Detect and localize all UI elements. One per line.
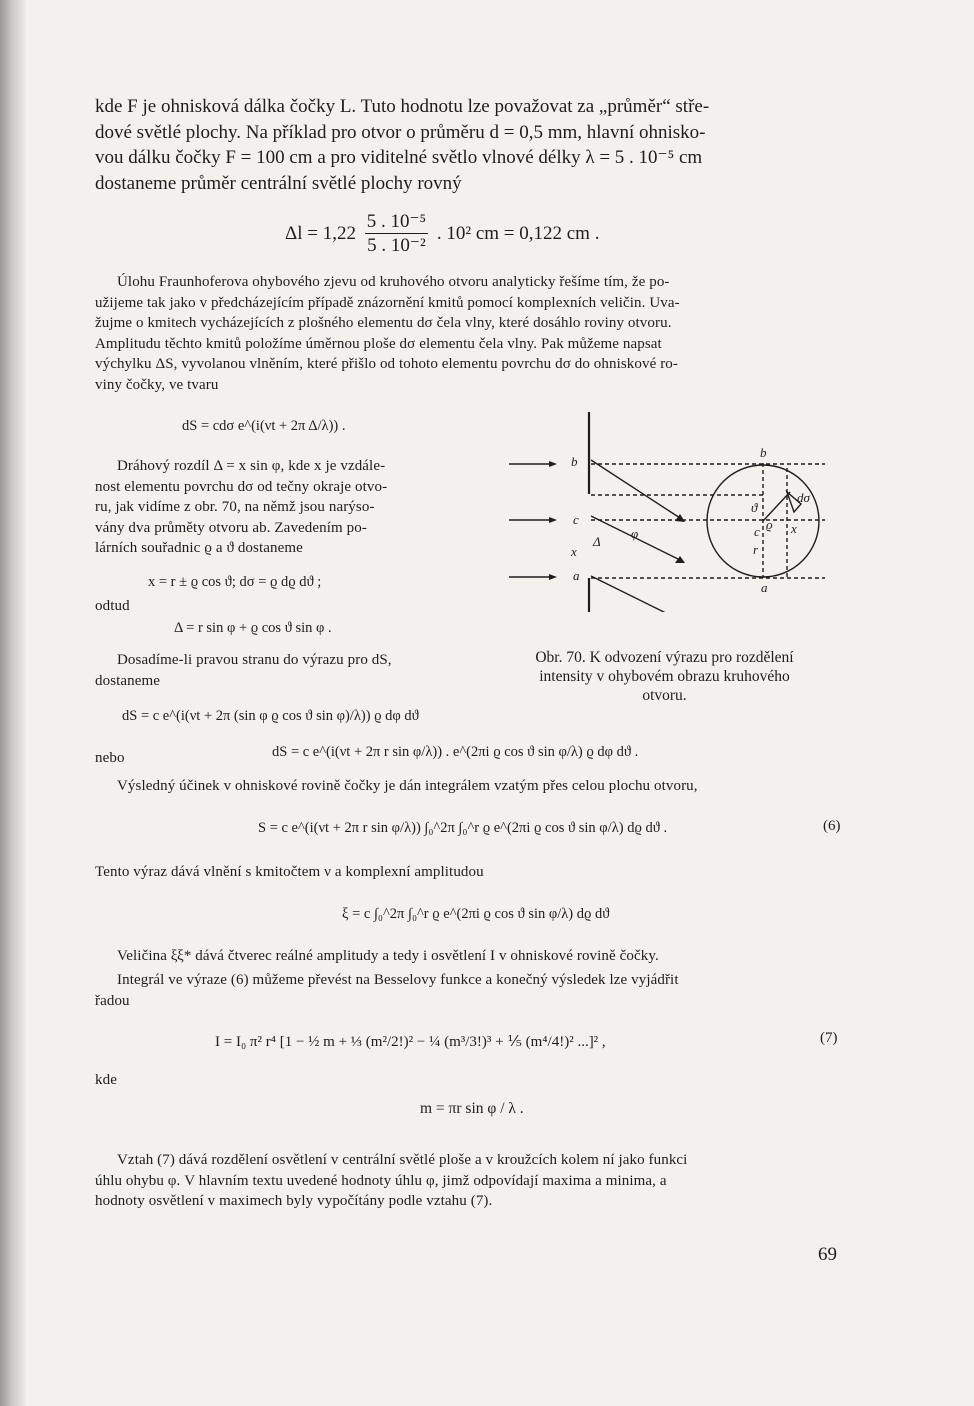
fig-label-b-right: b [760,445,767,460]
word-nebo: nebo [95,750,125,766]
fig-label-dsigma: dσ [797,490,810,505]
eq-delta-l-lhs: Δl = 1,22 [285,223,356,244]
paragraph-intensity: Veličina ξξ* dává čtverec reálné amplitudy a tedy i osvětlení I v ohniskové rovině čočky. [117,948,659,964]
para7-line-2: řadou [95,992,130,1009]
word-kde: kde [95,1072,117,1088]
para3-line-1: Dosadíme-li pravou stranu do výrazu pro dS, [117,652,392,668]
intro-line-2: dové světlé plochy. Na příklad pro otvor o průměru d = 0,5 mm, hlavní ohnisko- [95,121,706,143]
equation-delta-l [285,210,599,257]
paragraph-bessel [95,970,843,1011]
fig-label-c-left: c [573,512,579,527]
equation-delta: Δ = r sin φ + ϱ cos ϑ sin φ . [174,620,332,636]
paragraph-distribution [95,1150,843,1212]
equation-dS-2: dS = c e^(i(νt + 2π (sin φ ϱ cos ϑ sin φ)/λ)) ϱ dφ dϑ [122,708,419,724]
equation-m: m = πr sin φ / λ . [420,1100,524,1117]
intro-line-1: kde F je ohnisková dálka čočky L. Tuto hodnotu lze považovat za „průměr“ stře- [95,96,710,117]
fig-label-c-right: c [754,524,760,539]
equation-x-dsigma: x = r ± ϱ cos ϑ; dσ = ϱ dϱ dϑ ; [148,574,322,590]
intro-line-3: vou dálku čočky F = 100 cm a pro viditelné světlo vlnové délky λ = 5 . 10⁻⁵ cm [95,147,703,168]
fig-label-phi: φ [631,526,639,541]
equation-S: S = c e^(i(νt + 2π r sin φ/λ)) ∫₀^2π ∫₀^r ϱ e^(2πi ϱ cos ϑ sin φ/λ) dϱ dϑ . [258,820,668,836]
caption-line-1: Obr. 70. K odvození výrazu pro rozdělení [535,649,794,666]
caption-line-2: intensity v ohybovém obrazu kruhového [539,668,790,685]
paragraph-path-difference [95,456,470,559]
para1-line-1: Úlohu Fraunhoferova ohybového zjevu od kruhového otvoru analyticky řešíme tím, že po- [117,274,670,290]
para8-line-3: hodnoty osvětlení v maximech byly vypočítány podle vztahu (7). [95,1193,493,1209]
para2-line-1: Dráhový rozdíl Δ = x sin φ, kde x je vzdále- [117,458,386,474]
fig-label-r: r [753,542,759,557]
para2-line-2: nost elementu povrchu dσ od tečny okraje otvo- [95,478,388,495]
paragraph-amplitude: Tento výraz dává vlnění s kmitočtem ν a komplexní amplitudou [95,864,484,880]
para2-line-5: lárních souřadnic ϱ a ϑ dostaneme [95,540,303,556]
intro-line-4: dostaneme průměr centrální světlé plochy rovný [95,172,462,194]
equation-xi: ξ = c ∫₀^2π ∫₀^r ϱ e^(2πi ϱ cos ϑ sin φ/λ) dϱ dϑ [342,906,610,922]
para2-line-4: vány dva průměty otvoru ab. Zavedením po- [95,519,367,536]
caption-line-3: otvoru. [642,687,687,704]
para1-line-2: užijeme tak jako v předcházejícím případě znázornění kmitů pomocí komplexních veličin. Uva- [95,294,680,311]
fig-label-b-left: b [571,454,578,469]
paragraph-fraunhofer [95,272,843,395]
eq-delta-l-rhs: . 10² cm = 0,122 cm . [436,223,600,244]
equation-number-7: (7) [820,1030,838,1046]
fig-label-a-right: a [761,580,768,595]
para8-line-1: Vztah (7) dává rozdělení osvětlení v centrální světlé ploše a v kroužcích kolem ní jako funkci [117,1152,688,1168]
para3-line-2: dostaneme [95,672,161,689]
equation-I: I = I₀ π² r⁴ [1 − ½ m + ⅓ (m²/2!)² − ¼ (m³/3!)³ + ⅕ (m⁴/4!)² ...]² , [215,1034,606,1050]
fig-label-x-left: x [571,544,577,559]
word-odtud: odtud [95,598,130,614]
para1-line-4: Amplitudu těchto kmitů položíme úměrnou ploše dσ elementu čela vlny. Pak můžeme napsat [95,335,662,352]
intro-paragraph [95,94,843,196]
paragraph-result: Výsledný účinek v ohniskové rovině čočky je dán integrálem vzatým přes celou plochu otvoru, [117,778,698,794]
fig-label-delta: Δ [593,534,601,549]
figure-70 [505,412,845,612]
figure-caption [492,648,837,705]
fig-label-a-left: a [573,568,580,583]
paragraph-substitute [95,650,470,691]
page-number: 69 [818,1244,837,1265]
para1-line-6: viny čočky, ve tvaru [95,376,219,393]
eq-delta-l-fraction [365,210,428,257]
equation-dS-1: dS = cdσ e^(i(νt + 2π Δ/λ)) . [182,418,346,434]
fig-label-x-right: x [791,521,797,536]
fig-label-rho: ϱ [766,517,773,532]
para1-line-3: žujme o kmitech vycházejících z plošného elementu dσ čela vlny, které dosáhlo roviny otvoru. [95,315,672,331]
eq-delta-l-numerator: 5 . 10⁻⁵ [366,211,427,232]
para1-line-5: výchylku ΔS, vyvolanou vlněním, které přišlo od tohoto elementu povrchu dσ do ohniskové ro- [95,356,678,372]
eq-delta-l-denominator: 5 . 10⁻² [367,235,426,256]
equation-dS-3: dS = c e^(i(νt + 2π r sin φ/λ)) . e^(2πi ϱ cos ϑ sin φ/λ) ϱ dφ dϑ . [272,744,639,760]
equation-number-6: (6) [823,818,841,834]
para7-line-1: Integrál ve výraze (6) můžeme převést na Besselovy funkce a konečný výsledek lze vyjádřit [117,972,679,988]
fig-label-theta: ϑ [751,500,758,515]
para2-line-3: ru, jak vidíme z obr. 70, na němž jsou narýso- [95,499,375,515]
para8-line-2: úhlu ohybu φ. V hlavním textu uvedené hodnoty úhlu φ, jimž odpovídají maxima a minima, a [95,1172,667,1189]
